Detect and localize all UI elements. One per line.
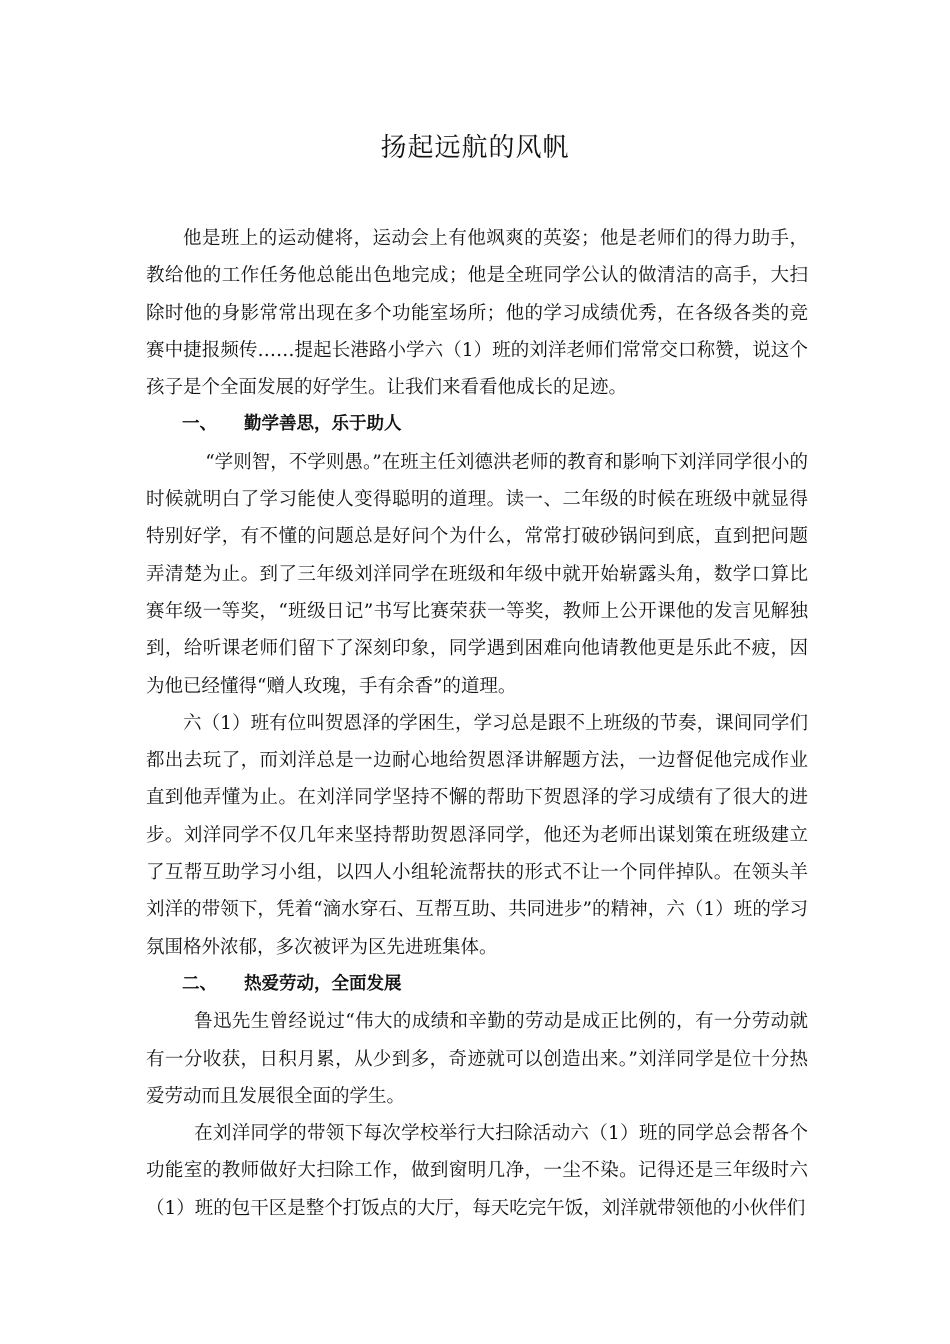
- section-2-paragraph-1: 鲁迅先生曾经说过“伟大的成绩和辛勤的劳动是成正比例的，有一分劳动就有一分收获，日积月累，从少到多，奇迹就可以创造出来。”刘洋同学是位十分热爱劳动而且发展很全面的学生。: [146, 1011, 808, 1107]
- section-1-paragraph-2: 六（1）班有位叫贺恩泽的学困生，学习总是跟不上班级的节奏，课间同学们都出去玩了，而刘洋总是一边耐心地给贺恩泽讲解题方法，一边督促他完成作业直到他弄懂为止。在刘洋同学坚持不懈的帮助下贺恩泽的学习成绩有了很大的进步。刘洋同学不仅几年来坚持帮助贺恩泽同学，他还为老师出谋划策在班级建立了互帮互助学习小组，以四人小组轮流帮扶的形式不让一个同伴掉队。在领头羊刘洋的带领下，凭着“滴水穿石、互帮互助、共同进步”的精神，六（1）班的学习氛围格外浓郁，多次被评为区先进班集体。: [146, 712, 808, 958]
- document-body: [146, 220, 808, 1227]
- section-title-1: 勤学善思，乐于助人: [244, 414, 402, 435]
- section-2-paragraph-2: 在刘洋同学的带领下每次学校举行大扫除活动六（1）班的同学总会帮各个功能室的教师做好大扫除工作，做到窗明几净，一尘不染。记得还是三年级时六（1）班的包干区是整个打饭点的大厅，每天吃完午饭，刘洋就带领他的小伙伴们: [146, 1123, 808, 1219]
- section-heading-1: [146, 406, 808, 443]
- section-number-2: 二、: [182, 973, 217, 994]
- intro-paragraph: 他是班上的运动健将，运动会上有他飒爽的英姿；他是老师们的得力助手，教给他的工作任务他总能出色地完成；他是全班同学公认的做清洁的高手，大扫除时他的身影常常出现在多个功能室场所；他的学习成绩优秀，在各级各类的竞赛中捷报频传……提起长港路小学六（1）班的刘洋老师们常常交口称赞，说这个孩子是个全面发展的好学生。让我们来看看他成长的足迹。: [146, 228, 808, 399]
- section-number-1: 一、: [182, 414, 217, 435]
- section-title-2: 热爱劳动，全面发展: [244, 973, 402, 994]
- section-heading-2: [146, 966, 808, 1003]
- document-title: 扬起远航的风帆: [380, 133, 570, 163]
- section-1-paragraph-1: “学则智，不学则愚。”在班主任刘德洪老师的教育和影响下刘洋同学很小的时候就明白了学习能使人变得聪明的道理。读一、二年级的时候在班级中就显得特别好学，有不懂的问题总是好问个为什么，常常打破砂锅问到底，直到把问题弄清楚为止。到了三年级刘洋同学在班级和年级中就开始崭露头角，数学口算比赛年级一等奖，“班级日记”书写比赛荣获一等奖，教师上公开课他的发言见解独到，给听课老师们留下了深刻印象，同学遇到困难向他请教他更是乐此不疲，因为他已经懂得“赠人玫瑰，手有余香”的道理。: [146, 451, 808, 697]
